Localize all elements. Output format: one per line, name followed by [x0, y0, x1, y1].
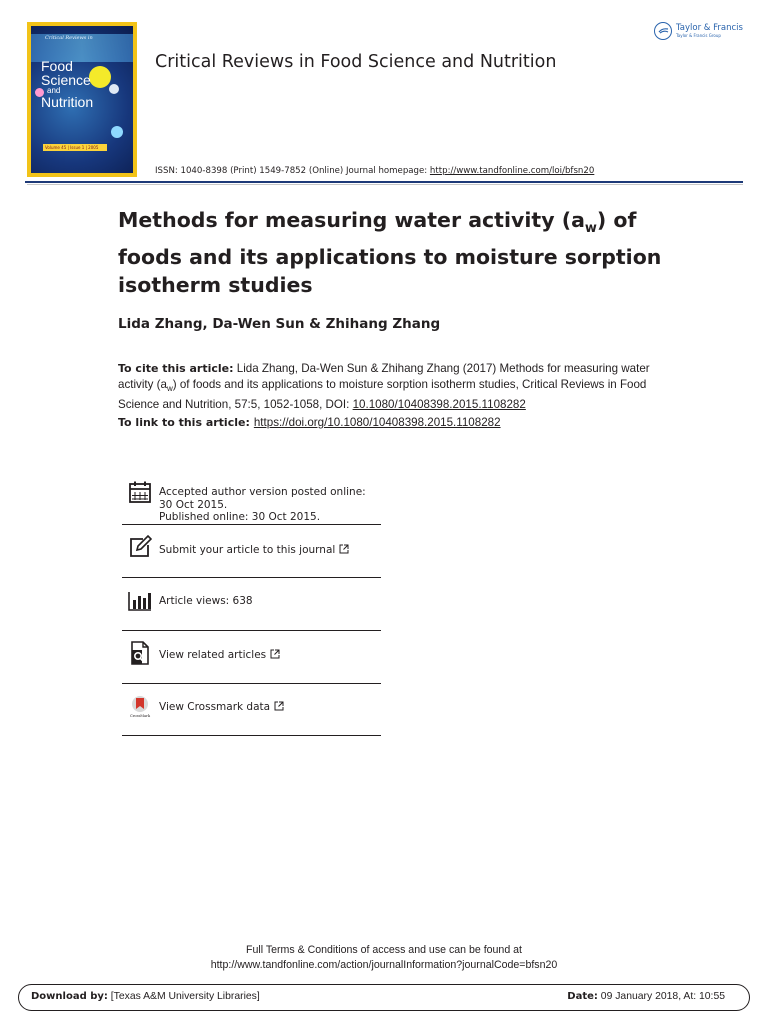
download-date-label: Date: — [567, 991, 598, 1002]
related-articles-link[interactable] — [159, 649, 280, 662]
published-date: Published online: 30 Oct 2015. — [159, 511, 321, 523]
journal-title: Critical Reviews in Food Science and Nutrition — [155, 52, 557, 72]
submit-article-row[interactable] — [122, 525, 381, 578]
citation-doi-link[interactable]: 10.1080/10408398.2015.1108282 — [352, 398, 526, 411]
cover-title-and: and — [47, 86, 61, 95]
publisher-name: Taylor & Francis — [676, 23, 743, 34]
cover-white-dot — [109, 84, 119, 94]
crossmark-row[interactable] — [122, 684, 381, 736]
publication-dates — [159, 486, 379, 524]
citation-label: To cite this article: — [118, 362, 234, 375]
article-authors: Lida Zhang, Da-Wen Sun & Zhihang Zhang — [118, 316, 441, 332]
cover-cyan-dot — [111, 126, 123, 138]
download-info-bar — [18, 984, 750, 1011]
issn-line — [155, 166, 594, 176]
external-link-icon — [270, 649, 280, 659]
download-date-value: 09 January 2018, At: 10:55 — [597, 991, 725, 1002]
download-by-value: [Texas A&M University Libraries] — [107, 991, 260, 1002]
citation-text-part1: Lida Zhang, Da-Wen Sun & Zhihang Zhang (2017) Methods for measuring water activity (a — [118, 362, 650, 391]
publication-dates-row — [122, 474, 381, 525]
accepted-date: Accepted author version posted online: 30 Oct 2015. — [159, 486, 366, 511]
download-by-label: Download by: — [31, 991, 108, 1002]
article-doi-url-link[interactable]: https://doi.org/10.1080/10408398.2015.1108282 — [253, 416, 501, 429]
cover-artwork — [31, 26, 133, 173]
issn-text: ISSN: 1040-8398 (Print) 1549-7852 (Online) Journal homepage: — [155, 166, 430, 176]
related-articles-row[interactable] — [122, 631, 381, 684]
article-title-part1: Methods for measuring water activity (a — [118, 208, 585, 232]
article-title-subscript: w — [584, 221, 597, 236]
article-views: Article views: 638 — [159, 595, 253, 607]
download-date — [567, 991, 725, 1002]
publisher-group: Taylor & Francis Group — [676, 32, 721, 38]
article-title — [118, 206, 678, 299]
terms-line: Full Terms & Conditions of access and use can be found at — [246, 944, 522, 956]
journal-homepage-link[interactable]: http://www.tandfonline.com/loi/bfsn20 — [429, 166, 595, 176]
article-link-label: To link to this article: — [118, 416, 250, 429]
article-title-part2: ) of foods and its applications to moisture sorption isotherm studies — [118, 208, 662, 297]
crossmark-icon — [128, 694, 152, 718]
related-articles-label: View related articles — [159, 649, 267, 661]
edit-icon — [128, 535, 152, 559]
citation — [118, 361, 653, 413]
external-link-icon — [339, 544, 349, 554]
article-link-line — [118, 416, 501, 429]
citation-subscript: w — [166, 384, 173, 393]
crossmark-link[interactable] — [159, 701, 284, 714]
journal-cover — [27, 22, 137, 177]
crossmark-label: View Crossmark data — [159, 701, 271, 713]
cover-title-nutrition: Nutrition — [41, 94, 94, 110]
download-by — [31, 991, 260, 1002]
bar-chart-icon — [128, 589, 152, 613]
taylor-francis-logo-icon — [654, 22, 672, 40]
cover-title-food: Food — [41, 58, 73, 74]
header-rule-shadow — [27, 184, 743, 185]
article-info-panel — [122, 474, 381, 736]
submit-article-link[interactable] — [159, 544, 349, 557]
calendar-icon — [128, 480, 152, 504]
cover-title-science: Science — [41, 72, 91, 88]
terms-footer — [0, 943, 768, 973]
external-link-icon — [274, 701, 284, 711]
header-rule — [25, 181, 743, 183]
cover-title — [41, 59, 93, 109]
citation-text-part2: ) of foods and its applications to moisture sorption isotherm studies, Critical Reviews in Food Science and Nutrition, 57:5, 1052-1058, DOI: — [118, 378, 647, 411]
article-views-row — [122, 578, 381, 631]
cover-series: Critical Reviews in — [45, 35, 93, 41]
submit-article-label: Submit your article to this journal — [159, 544, 336, 556]
terms-url[interactable]: http://www.tandfonline.com/action/journalInformation?journalCode=bfsn20 — [210, 959, 558, 971]
cover-volume: Volume 45 | Issue 1 | 2005 — [43, 144, 107, 151]
crossmark-logo-text: CrossMark — [129, 714, 151, 718]
publisher-logo[interactable] — [654, 22, 743, 40]
document-search-icon — [128, 641, 152, 665]
